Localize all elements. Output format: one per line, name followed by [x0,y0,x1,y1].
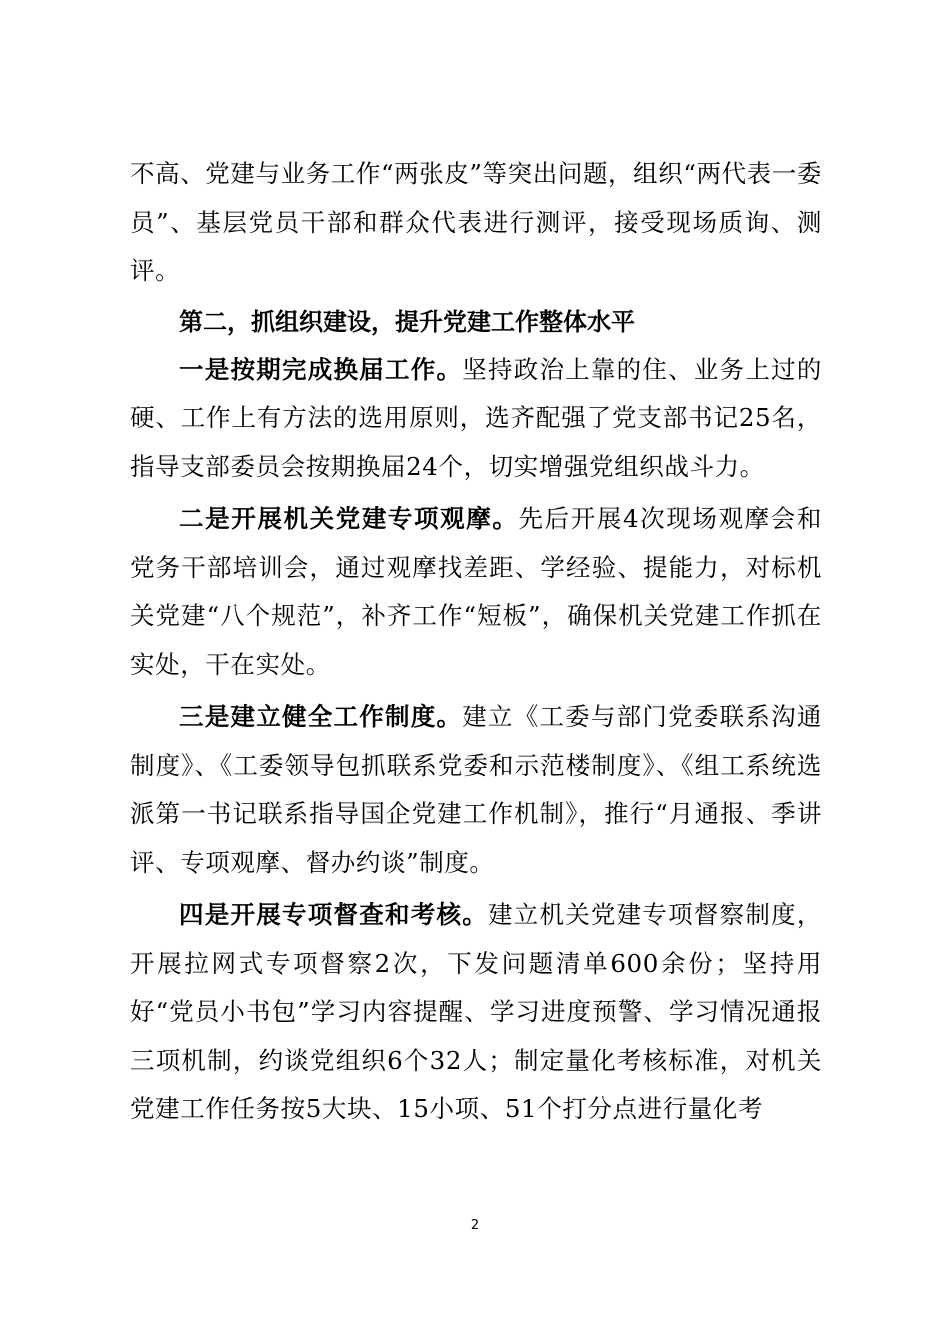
item-paragraph-4 [130,891,822,1134]
item-lead-4: 四是开展专项督查和考核。 [179,900,488,929]
item-lead-1: 一是按期完成换届工作。 [179,354,463,384]
item-body-2: 先后开展4次现场观摩会和党务干部培训会，通过观摩找差距、学经验、提能力，对标机关党建“八个规范”，补齐工作“短板”，确保机关党建工作抓在实处，干在实处。 [130,504,822,679]
item-body-4: 建立机关党建专项督察制度，开展拉网式专项督察2次，下发问题清单600余份；坚持用好“党员小书包”学习内容提醒、学习进度预警、学习情况通报三项机制，约谈党组织6个32人；制定量化考核标准，对机关党建工作任务按5大块、15小项、51个打分点进行量化考 [130,900,822,1123]
item-paragraph-3 [130,693,822,887]
document-body [130,150,822,1134]
continuation-paragraph: 不高、党建与业务工作“两张皮”等突出问题，组织“两代表一委员”、基层党员干部和群众代表进行测评，接受现场质询、测评。 [130,159,822,285]
item-lead-3: 三是建立健全工作制度。 [179,702,463,731]
section-heading: 第二，抓组织建设，提升党建工作整体水平 [179,307,635,336]
item-paragraph-1 [130,346,822,492]
item-body-1: 坚持政治上靠的住、业务上过的硬、工作上有方法的选用原则，选齐配强了党支部书记25名，指导支部委员会按期换届24个，切实增强党组织战斗力。 [130,354,822,481]
item-body-3: 建立《工委与部门党委联系沟通制度》、《工委领导包抓联系党委和示范楼制度》、《组工系统选派第一书记联系指导国企党建工作机制》，推行“月通报、季讲评、专项观摩、督办约谈”制度。 [130,702,822,877]
item-paragraph-2 [130,495,822,689]
page-number: 2 [470,1218,480,1233]
item-lead-2: 二是开展机关党建专项观摩。 [179,504,519,533]
